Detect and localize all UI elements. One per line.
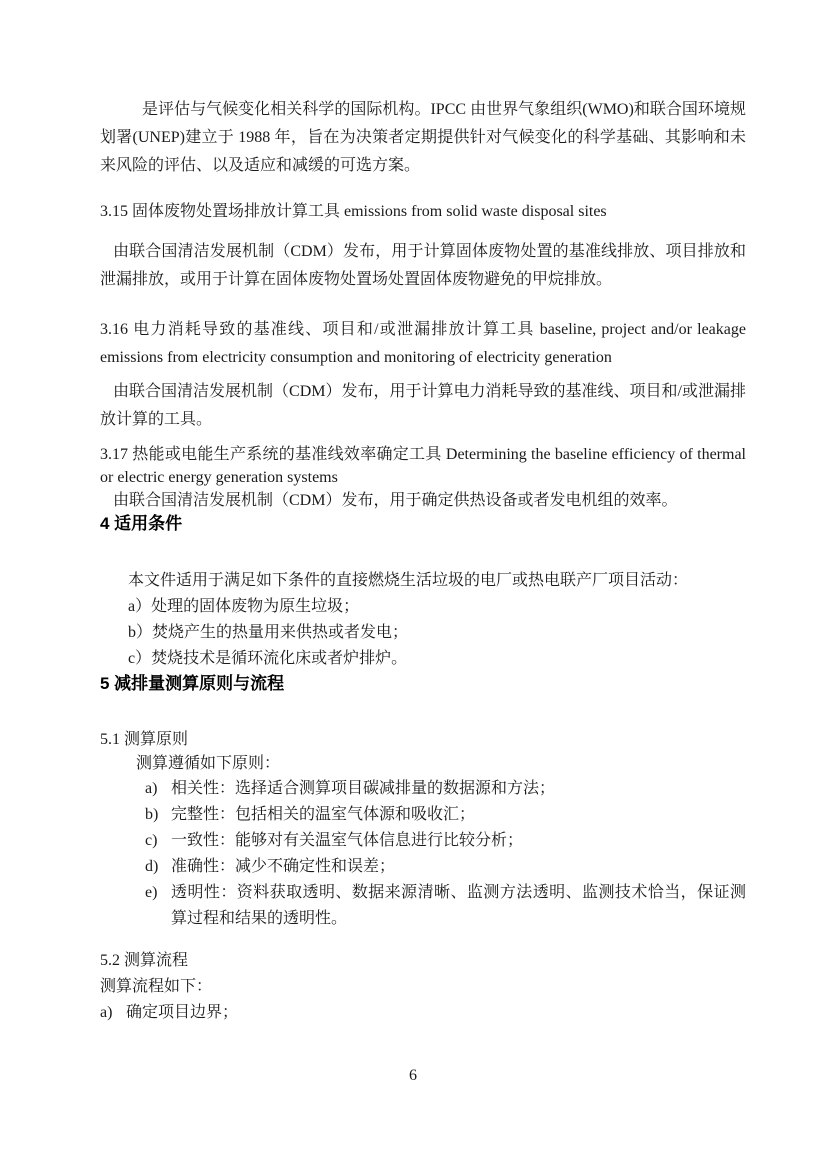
list-item	[145, 854, 746, 880]
list-item	[145, 776, 746, 802]
term-definition-3-15: 由联合国清洁发展机制（CDM）发布，用于计算固体废物处置的基准线排放、项目排放和泄漏排放，或用于计算在固体废物处置场处置固体废物避免的甲烷排放。	[100, 243, 746, 288]
subsection-title-5-2: 5.2 测算流程	[100, 952, 189, 969]
list-item	[100, 1000, 746, 1026]
section-4-item-a: a）处理的固体废物为原生垃圾；	[128, 598, 360, 615]
subsection-title-5-1: 5.1 测算原则	[100, 731, 189, 748]
list-text: 一致性：能够对有关温室气体信息进行比较分析；	[171, 832, 524, 849]
list-text: 完整性：包括相关的温室气体源和吸收汇；	[171, 806, 476, 823]
list-item	[145, 880, 746, 932]
list-item	[145, 802, 746, 828]
list-text: 相关性：选择适合测算项目碳减排量的数据源和方法；	[171, 780, 556, 797]
list-marker: a)	[145, 780, 158, 797]
term-title-3-17: 3.17 热能或电能生产系统的基准线效率确定工具 Determining the baseline efficiency of thermal or electric energy generation systems	[100, 446, 746, 486]
section-4-item-c: c）焚烧技术是循环流化床或者炉排炉。	[128, 650, 408, 667]
page-number: 6	[409, 1067, 417, 1084]
term-title-3-15: 3.15 固体废物处置场排放计算工具 emissions from solid waste disposal sites	[100, 203, 607, 220]
term-title-3-16: 3.16 电力消耗导致的基准线、项目和/或泄漏排放计算工具 baseline, project and/or leakage emissions from electricity consumption and monitoring of electricity generation	[100, 321, 746, 366]
list-marker: c)	[145, 832, 158, 849]
section-heading-5: 5 减排量测算原则与流程	[100, 674, 285, 693]
list-marker: b)	[145, 806, 159, 823]
list-marker: e)	[145, 884, 158, 901]
term-definition-3-16: 由联合国清洁发展机制（CDM）发布，用于计算电力消耗导致的基准线、项目和/或泄漏排放计算的工具。	[100, 383, 746, 428]
term-definition-3-17: 由联合国清洁发展机制（CDM）发布，用于确定供热设备或者发电机组的效率。	[113, 492, 678, 509]
subsection-5-1-intro: 测算遵循如下原则：	[136, 755, 281, 772]
paragraph-ipcc-definition: 是评估与气候变化相关科学的国际机构。IPCC 由世界气象组织(WMO)和联合国环境规划署(UNEP)建立于 1988 年，旨在为决策者定期提供针对气候变化的科学基础、其影响和未来风险的评估、以及适应和减缓的可选方案。	[100, 101, 746, 174]
list-marker: a)	[100, 1004, 113, 1021]
section-4-item-b: b）焚烧产生的热量用来供热或者发电；	[128, 624, 409, 641]
section-heading-4: 4 适用条件	[100, 514, 183, 533]
list-item	[145, 828, 746, 854]
procedure-list	[100, 1000, 746, 1026]
subsection-5-2-intro: 测算流程如下：	[100, 978, 213, 995]
list-marker: d)	[145, 858, 159, 875]
list-text: 准确性：减少不确定性和误差；	[171, 858, 396, 875]
principles-list	[145, 776, 746, 932]
list-text: 透明性：资料获取透明、数据来源清晰、监测方法透明、监测技术恰当，保证测算过程和结果的透明性。	[171, 884, 746, 927]
section-4-intro: 本文件适用于满足如下条件的直接燃烧生活垃圾的电厂或热电联产厂项目活动：	[128, 572, 689, 589]
list-text: 确定项目边界；	[126, 1004, 239, 1021]
